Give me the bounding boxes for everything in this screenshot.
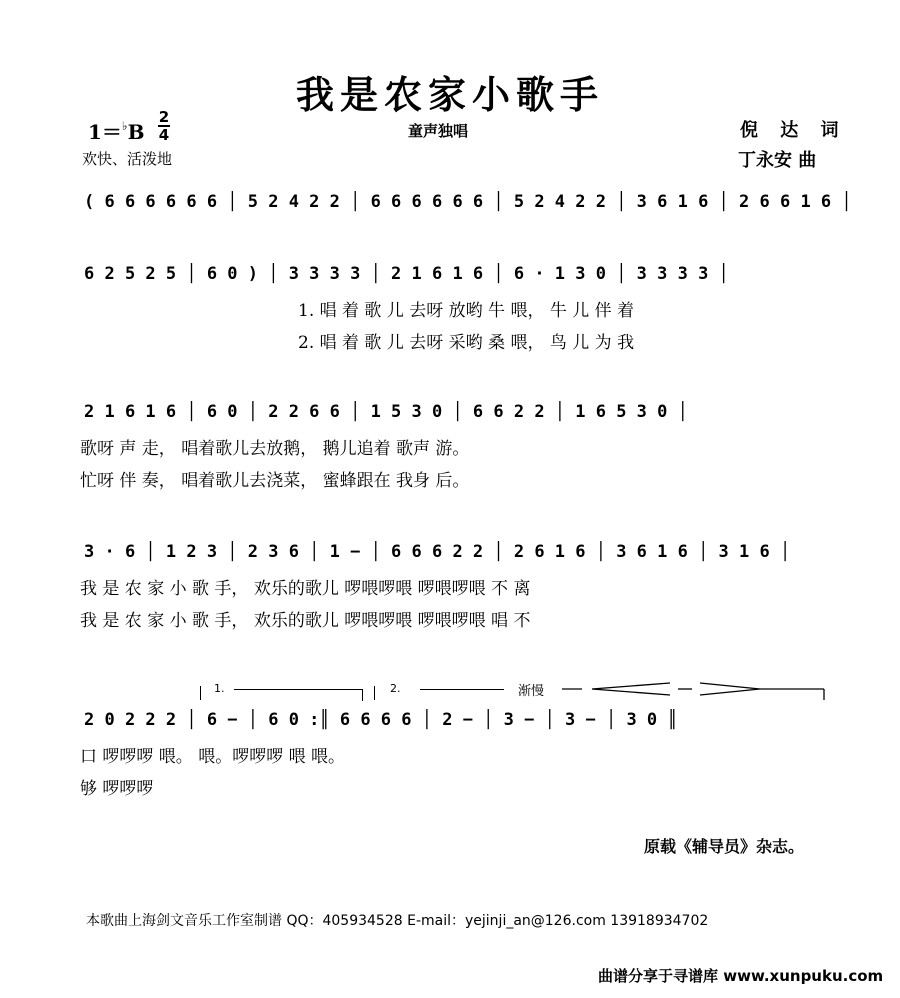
volta-2-label: 2. xyxy=(390,682,401,695)
lyric-line-3-verse-2: 忙呀 伴 奏， 唱着歌儿去浇菜， 蜜蜂跟在 我身 后。 xyxy=(80,471,470,491)
key-signature xyxy=(88,116,145,145)
lyric-line-4-verse-1: 我 是 农 家 小 歌 手， 欢乐的歌儿 啰喂啰喂 啰喂啰喂 不 离 xyxy=(80,579,531,599)
source-note: 原载《辅导员》杂志。 xyxy=(644,837,805,856)
score-line-4: 3 · 6 │ 1 2 3 │ 2 3 6 │ 1 − │ 6 6 6 2 2 │ 2 6 1 6 │ 3 6 1 6 │ 3 1 6 │ xyxy=(84,542,791,562)
score-line-3: 2 1 6 1 6 │ 6 0 │ 2 2 6 6 │ 1 5 3 0 │ 6 6 2 2 │ 1 6 5 3 0 │ xyxy=(84,402,688,422)
volta-2-line xyxy=(420,689,504,690)
score-line-1: ( 6 6 6 6 6 6 │ 5 2 4 2 2 │ 6 6 6 6 6 6 │ 5 2 4 2 2 │ 3 6 1 6 │ 2 6 6 1 6 │ xyxy=(84,192,852,212)
key-note: B xyxy=(127,120,145,144)
lyricist: 倪 达 词 xyxy=(740,120,847,141)
lyric-line-2-verse-2: 2. 唱 着 歌 儿 去呀 采哟 桑 喂， 鸟 儿 为 我 xyxy=(298,333,635,353)
composer: 丁永安 曲 xyxy=(738,150,817,171)
song-title: 我是农家小歌手 xyxy=(295,72,604,117)
volta-1-label: 1. xyxy=(214,682,225,695)
key-prefix: 1＝ xyxy=(88,120,122,144)
crescendo-hairpin xyxy=(592,683,670,695)
footer-credits: 本歌曲上海剑文音乐工作室制谱 QQ：405934528 E-mail：yejinji_an@126.com 13918934702 xyxy=(86,913,709,929)
subtitle: 童声独唱 xyxy=(408,122,469,140)
score-line-5: 2 0 2 2 2 │ 6 − │ 6 0 :║ 6 6 6 6 │ 2 − │ 3 − │ 3 − │ 3 0 ║ xyxy=(84,710,678,730)
score-line-2: 6 2 5 2 5 │ 6 0 ) │ 3 3 3 3 │ 2 1 6 1 6 │ 6 · 1 3 0 │ 3 3 3 3 │ xyxy=(84,264,729,284)
time-signature xyxy=(158,110,170,142)
lyric-line-5-verse-1: 口 啰啰啰 喂。 喂。啰啰啰 喂 喂。 xyxy=(80,747,346,767)
lyric-line-3-verse-1: 歌呀 声 走， 唱着歌儿去放鹅， 鹅儿追着 歌声 游。 xyxy=(80,439,470,459)
flat-sign: ♭ xyxy=(121,119,128,133)
lyric-line-5-verse-2: 够 啰啰啰 xyxy=(80,779,154,799)
volta-1-line xyxy=(234,689,362,690)
volta-2-left xyxy=(374,686,375,700)
lyric-line-4-verse-2: 我 是 农 家 小 歌 手， 欢乐的歌儿 啰喂啰喂 啰喂啰喂 唱 不 xyxy=(80,611,531,631)
volta-1-left xyxy=(200,686,201,700)
dynamics-hairpins xyxy=(560,680,830,702)
volta-1-right xyxy=(362,689,363,701)
diminuendo-hairpin xyxy=(700,683,760,695)
time-bottom: 4 xyxy=(158,126,170,144)
watermark: 曲谱分享于寻谱库 www.xunpuku.com xyxy=(598,967,884,985)
tempo-marking: 欢快、活泼地 xyxy=(82,150,173,168)
lyric-line-2-verse-1: 1. 唱 着 歌 儿 去呀 放哟 牛 喂， 牛 儿 伴 着 xyxy=(298,301,635,321)
ritardando-mark: 渐慢 xyxy=(518,684,545,699)
time-top: 2 xyxy=(158,108,170,126)
